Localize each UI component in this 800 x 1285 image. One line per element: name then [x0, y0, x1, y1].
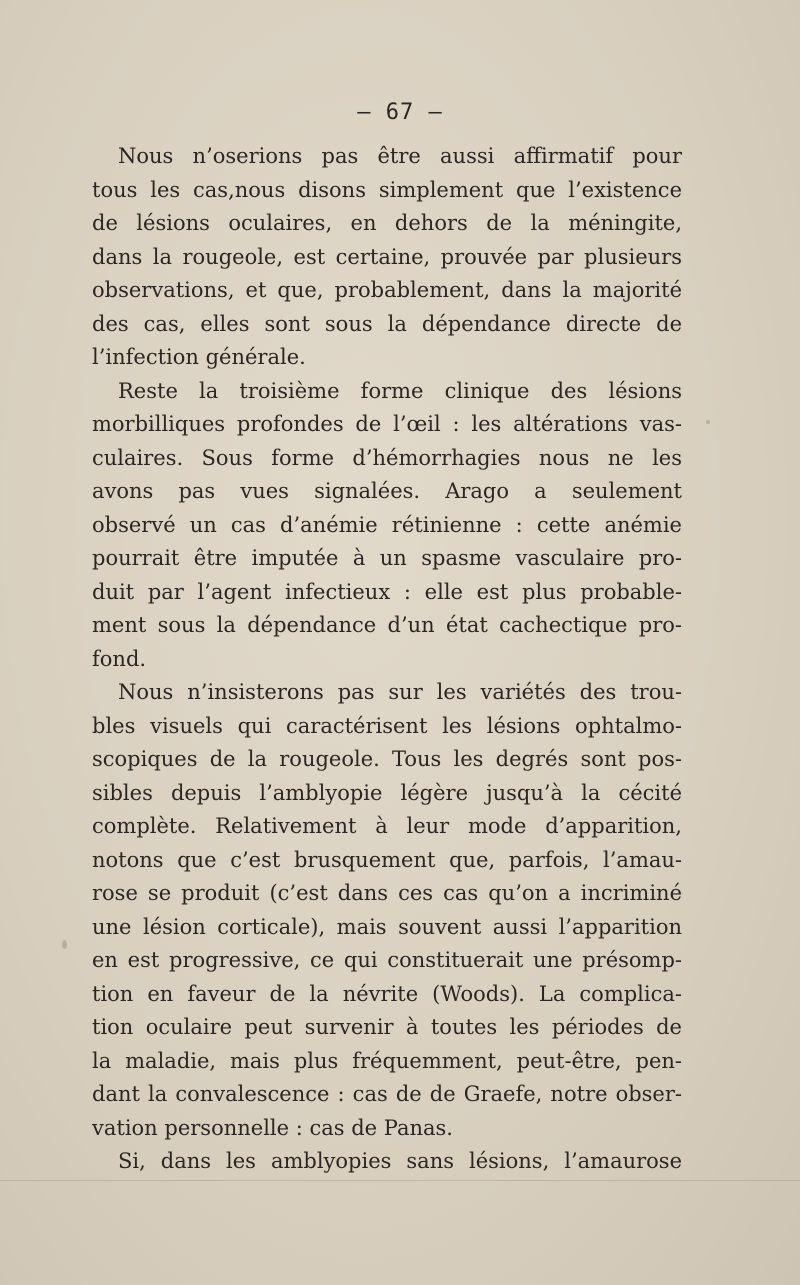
- text-line: Nous n’insisterons pas sur les variétés des trou-: [118, 680, 682, 704]
- ink-spot: [62, 940, 67, 949]
- text-line: Nous n’oserions pas être aussi affirmatif pour: [118, 144, 682, 168]
- text-line: une lésion corticale), mais souvent aussi l’apparition: [92, 914, 682, 939]
- paper-speck: [706, 420, 710, 424]
- text-line: des cas, elles sont sous la dépendance directe de: [92, 311, 682, 336]
- text-line: bles visuels qui caractérisent les lésions ophtalmo-: [92, 713, 682, 738]
- text-line: notons que c’est brusquement que, parfois, l’amau-: [92, 847, 682, 872]
- text-line: avons pas vues signalées. Arago a seulement: [92, 479, 682, 503]
- text-line: morbilliques profondes de l’œil : les altérations vas-: [92, 412, 682, 436]
- text-line: en est progressive, ce qui constituerait une présomp-: [92, 948, 682, 972]
- text-line: sibles depuis l’amblyopie légère jusqu’à la cécité: [92, 780, 682, 805]
- text-line: Reste la troisième forme clinique des lésions: [118, 378, 682, 403]
- text-line: observations, et que, probablement, dans la majorité: [92, 278, 682, 302]
- text-line: de lésions oculaires, en dehors de la méningite,: [92, 211, 682, 235]
- text-line: la maladie, mais plus fréquemment, peut-être, pen-: [92, 1048, 682, 1073]
- text-line: complète. Relativement à leur mode d’apparition,: [92, 814, 682, 838]
- text-line: dant la convalescence : cas de de Graefe, notre obser-: [92, 1082, 682, 1106]
- text-line: scopiques de la rougeole. Tous les degrés sont pos-: [92, 747, 682, 771]
- text-line: tous les cas,nous disons simplement que l’existence: [92, 177, 682, 202]
- text-line: tion oculaire peut survenir à toutes les périodes de: [92, 1015, 682, 1039]
- text-line: tion en faveur de la névrite (Woods). La complica-: [92, 981, 682, 1006]
- text-line: fond.: [92, 646, 147, 671]
- paper-crease: [0, 1180, 800, 1181]
- text-line: culaires. Sous forme d’hémorrhagies nous ne les: [92, 445, 682, 470]
- text-line: ment sous la dépendance d’un état cachectique pro-: [92, 613, 682, 637]
- text-line: l’infection générale.: [92, 345, 306, 369]
- text-line: Si, dans les amblyopies sans lésions, l’amaurose: [118, 1149, 682, 1173]
- text-line: dans la rougeole, est certaine, prouvée par plusieurs: [92, 244, 682, 269]
- text-line: duit par l’agent infectieux : elle est plus probable-: [92, 579, 682, 604]
- page-number: — 67 —: [357, 100, 443, 125]
- text-line: rose se produit (c’est dans ces cas qu’on a incriminé: [92, 881, 682, 905]
- text-line: observé un cas d’anémie rétinienne : cette anémie: [92, 512, 682, 537]
- text-line: vation personnelle : cas de Panas.: [92, 1115, 453, 1140]
- text-line: pourrait être imputée à un spasme vasculaire pro-: [92, 546, 682, 570]
- body-text: [92, 140, 682, 1179]
